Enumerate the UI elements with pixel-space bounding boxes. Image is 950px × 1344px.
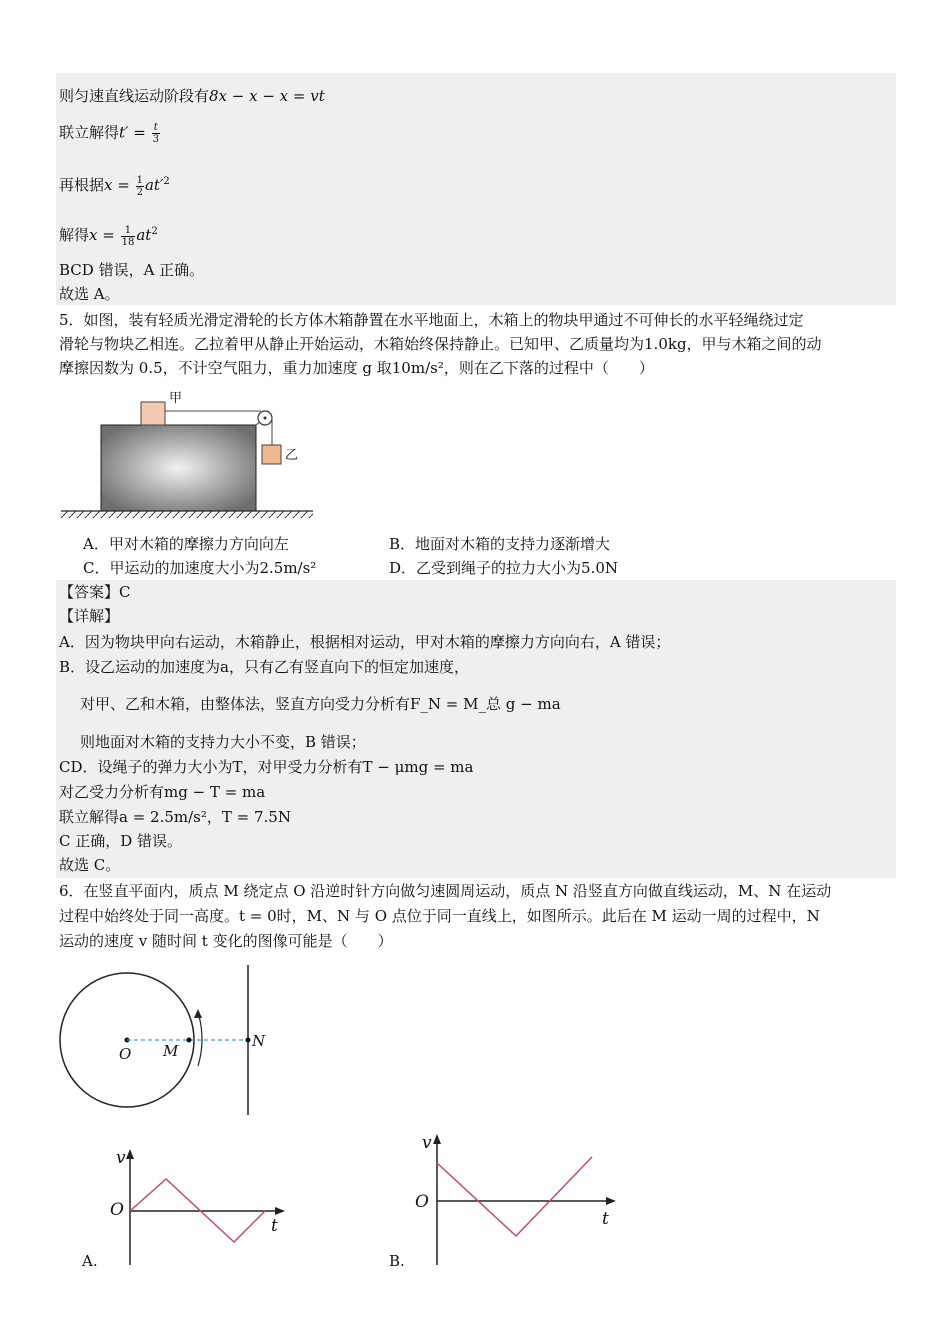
q5-option-d[interactable]: D．乙受到绳子的拉力大小为5.0N xyxy=(389,559,619,577)
q6-option-a[interactable]: A. xyxy=(82,1252,98,1270)
label-jia: 甲 xyxy=(169,391,183,406)
graph-b-t-label: t xyxy=(602,1209,609,1229)
q6-figure xyxy=(55,962,285,1122)
q6-option-b[interactable]: B. xyxy=(389,1252,405,1270)
graph-a xyxy=(105,1145,290,1270)
solution-line-6: 故选 A。 xyxy=(59,285,120,303)
q6-stem-line-3: 运动的速度 v 随时间 t 变化的图像可能是（ ） xyxy=(59,932,393,950)
q5-detail-2: B．设乙运动的加速度为a，只有乙有竖直向下的恒定加速度， xyxy=(59,658,469,676)
q5-detail-9: 故选 C。 xyxy=(59,856,121,874)
wooden-box xyxy=(101,425,256,511)
q5-detail-6: 对乙受力分析有mg − T = ma xyxy=(59,783,266,801)
point-n xyxy=(246,1038,251,1043)
arrowhead-icon xyxy=(194,1009,202,1018)
solution-line-1: 则匀速直线运动阶段有8x − x − x = vt xyxy=(59,87,325,105)
graph-a-v-label: v xyxy=(116,1148,126,1168)
solution-line-4: 解得x = $\frac{1}{18}$ $at^2$ xyxy=(59,224,158,248)
graph-b-t-arrow-icon xyxy=(606,1197,616,1205)
label-n: N xyxy=(252,1032,266,1050)
graph-a-v-arrow-icon xyxy=(126,1149,134,1159)
graph-a-origin-label: O xyxy=(110,1200,124,1220)
solution-line-3: 再根据x = $\frac{1}{2}$ $at'^2$ xyxy=(59,174,170,198)
graph-a-t-arrow-icon xyxy=(275,1207,285,1215)
q5-detail-3: 对甲、乙和木箱，由整体法，竖直方向受力分析有F_N = M_总 g − ma xyxy=(80,695,561,713)
pulley-axle xyxy=(264,417,267,420)
q5-stem-line-2: 滑轮与物块乙相连。乙拉着甲从静止开始运动，木箱始终保持静止。已知甲、乙质量均为1.0kg，甲与木箱之间的动 xyxy=(59,335,822,353)
q5-option-c[interactable]: C．甲运动的加速度大小为2.5m/s² xyxy=(83,559,317,577)
graph-b-curve xyxy=(437,1157,592,1236)
q5-detail-5: CD．设绳子的弹力大小为T，对甲受力分析有T − μmg = ma xyxy=(59,758,474,776)
q6-stem-line-2: 过程中始终处于同一高度。t = 0时，M、N 与 O 点位于同一直线上，如图所示。此后在 M 运动一周的过程中，N xyxy=(59,907,820,925)
q5-figure xyxy=(55,388,315,523)
q5-detail-1: A．因为物块甲向右运动，木箱静止，根据相对运动，甲对木箱的摩擦力方向向右，A 错误； xyxy=(59,633,671,651)
q5-detail-7: 联立解得a = 2.5m/s²，T = 7.5N xyxy=(59,808,291,826)
block-yi xyxy=(262,445,281,464)
label-yi: 乙 xyxy=(285,448,299,463)
q5-option-b[interactable]: B．地面对木箱的支持力逐渐增大 xyxy=(389,535,611,553)
q5-option-a[interactable]: A．甲对木箱的摩擦力方向向左 xyxy=(83,535,289,553)
graph-b-v-label: v xyxy=(422,1133,432,1153)
rotation-arrow-icon xyxy=(198,1012,202,1066)
q5-stem-line-3: 摩擦因数为 0.5，不计空气阻力，重力加速度 g 取10m/s²，则在乙下落的过程中（ ） xyxy=(59,359,654,377)
graph-a-t-label: t xyxy=(271,1216,278,1236)
q5-answer: 【答案】C xyxy=(59,583,131,601)
q5-detail-title: 【详解】 xyxy=(59,607,120,625)
block-jia xyxy=(141,402,165,425)
solution-line-2: 联立解得t′ = $\frac{t}{3}$ xyxy=(59,122,159,145)
label-m: M xyxy=(163,1042,179,1060)
graph-b-origin-label: O xyxy=(415,1192,429,1212)
q5-detail-8: C 正确，D 错误。 xyxy=(59,832,183,850)
graph-b-v-arrow-icon xyxy=(433,1134,441,1144)
q5-stem-line-1: 5．如图，装有轻质光滑定滑轮的长方体木箱静置在水平地面上，木箱上的物块甲通过不可伸长的水平轻绳绕过定 xyxy=(59,311,804,329)
solution-line-5: BCD 错误，A 正确。 xyxy=(59,261,205,279)
point-m xyxy=(187,1038,192,1043)
q5-detail-4: 则地面对木箱的支持力大小不变，B 错误； xyxy=(80,733,366,751)
ground-hatch xyxy=(61,511,313,518)
graph-b xyxy=(412,1130,622,1270)
label-o: O xyxy=(119,1045,132,1063)
q6-stem-line-1: 6．在竖直平面内，质点 M 绕定点 O 沿逆时针方向做匀速圆周运动，质点 N 沿竖直方向做直线运动，M、N 在运动 xyxy=(59,882,832,900)
